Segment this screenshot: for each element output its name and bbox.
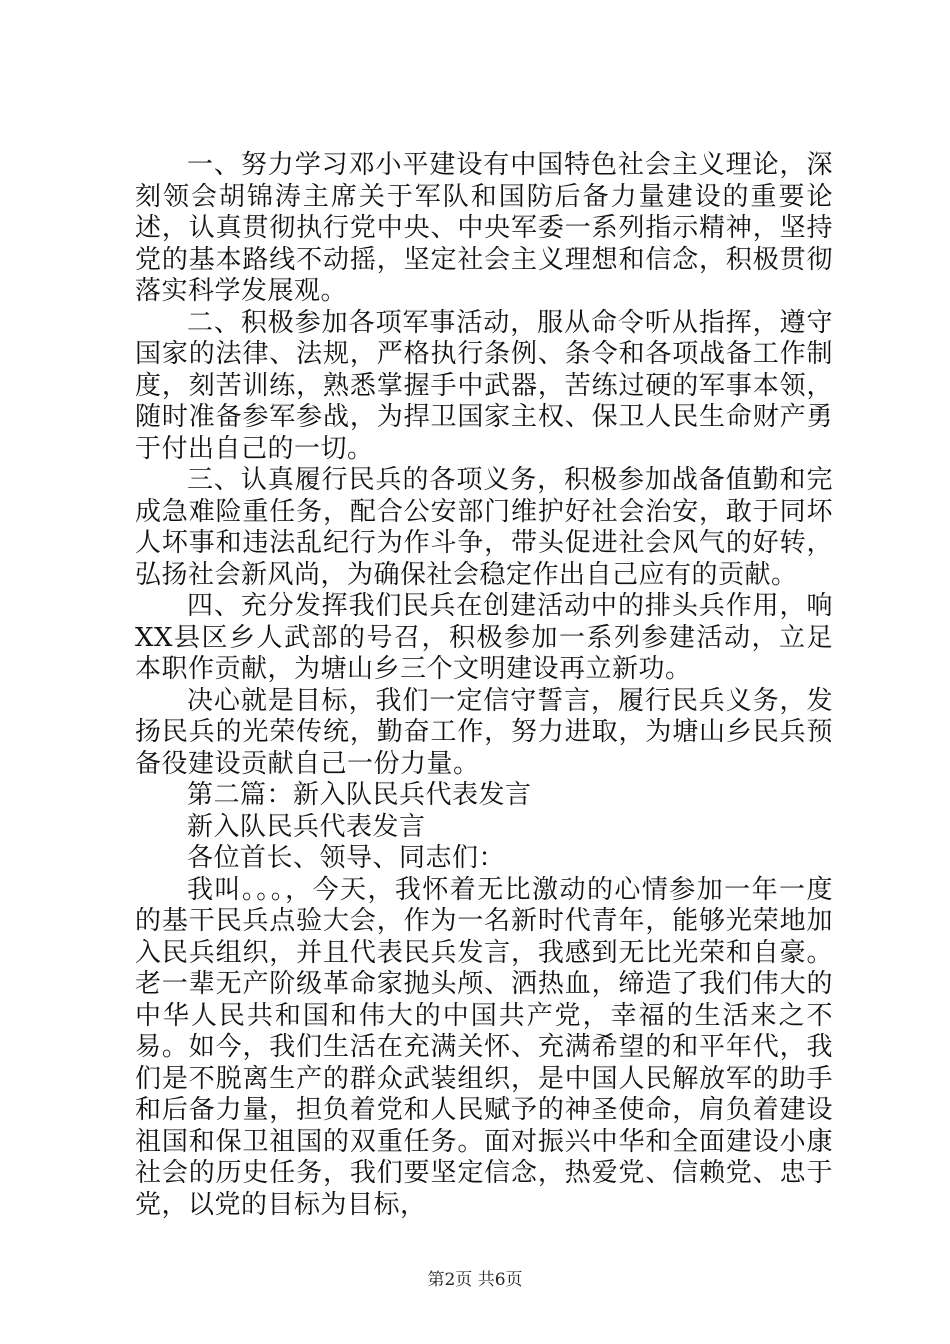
page-number-footer: 第2页 共6页 bbox=[427, 1270, 523, 1290]
paragraph-1: 一、努力学习邓小平建设有中国特色社会主义理论，深刻领会胡锦涛主席关于军队和国防后备力量建设的重要论述，认真贯彻执行党中央、中央军委一系列指示精神，坚持党的基本路线不动摇，坚定社会主义理想和信念，积极贯彻落实科学发展观。 bbox=[135, 150, 833, 306]
paragraph-2: 二、积极参加各项军事活动，服从命令听从指挥，遵守国家的法律、法规，严格执行条例、条令和各项战备工作制度，刻苦训练，熟悉掌握手中武器，苦练过硬的军事本领，随时准备参军参战，为捍卫国家主权、保卫人民生命财产勇于付出自己的一切。 bbox=[135, 307, 833, 464]
paragraph-5: 决心就是目标，我们一定信守誓言，履行民兵义务，发扬民兵的光荣传统，勤奋工作，努力进取，为塘山乡民兵预备役建设贡献自己一份力量。 bbox=[135, 685, 833, 779]
paragraph-3: 三、认真履行民兵的各项义务，积极参加战备值勤和完成急难险重任务，配合公安部门维护好社会治安，敢于同坏人坏事和违法乱纪行为作斗争，带头促进社会风气的好转，弘扬社会新风尚，为确保社会稳定作出自己应有的贡献。 bbox=[135, 465, 833, 590]
speech-title: 新入队民兵代表发言 bbox=[187, 811, 426, 842]
salutation: 各位首长、领导、同志们： bbox=[187, 843, 506, 873]
paragraph-speech: 我叫。。。，今天，我怀着无比激动的心情参加一年一度的基干民兵点验大会，作为一名新时代青年，能够光荣地加入民兵组织，并且代表民兵发言，我感到无比光荣和自豪。老一辈无产阶级革命家抛头颅、洒热血，缔造了我们伟大的中华人民共和国和伟大的中国共产党，幸福的生活来之不易。如今，我们生活在充满关怀、充满希望的和平年代，我们是不脱离生产的群众武装组织，是中国人民解放军的助手和后备力量，担负着党和人民赋予的神圣使命，肩负着建设祖国和保卫祖国的双重任务。面对振兴中华和全面建设小康社会的历史任务，我们要坚定信念，热爱党、信赖党、忠于党，以党的目标为目标， bbox=[135, 874, 833, 1220]
section-heading: 第二篇：新入队民兵代表发言 bbox=[187, 780, 532, 810]
document-body bbox=[135, 150, 833, 1221]
paragraph-4: 四、充分发挥我们民兵在创建活动中的排头兵作用，响XX县区乡人武部的号召，积极参加一系列参建活动，立足本职作贡献，为塘山乡三个文明建设再立新功。 bbox=[135, 591, 833, 684]
